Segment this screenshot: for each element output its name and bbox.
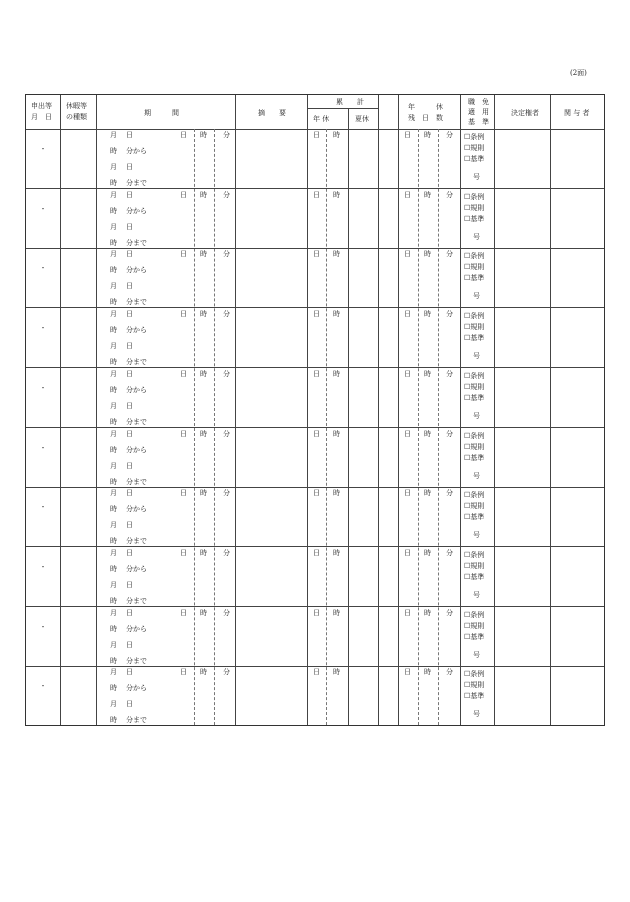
period-start-day: 日 [126, 548, 133, 557]
remain-hour: 時 [424, 131, 431, 139]
duration-hour: 時 [200, 369, 207, 378]
checkbox-ordinance[interactable]: ☐条例 [464, 610, 485, 619]
checkbox-standard[interactable]: ☐基準 [464, 692, 485, 701]
date-dot: ・ [39, 503, 47, 512]
period-start-from: 分から [126, 206, 147, 215]
period-start-day: 日 [126, 489, 133, 498]
header-summary: 摘 要 [258, 109, 286, 117]
period-end-until: 分まで [126, 358, 147, 367]
checkbox-rule[interactable]: ☐規則 [464, 263, 485, 272]
duration-min: 分 [223, 668, 230, 677]
remain-day: 日 [404, 548, 411, 557]
duration-day: 日 [180, 369, 187, 378]
duration-min: 分 [223, 369, 230, 378]
period-start-from: 分から [126, 624, 147, 633]
period-end-hour: 時 [110, 298, 117, 307]
header-exempt-line1: 職 免 [468, 98, 489, 106]
duration-hour: 時 [200, 489, 207, 498]
duration-hour: 時 [200, 310, 207, 319]
checkbox-standard[interactable]: ☐基準 [464, 214, 485, 223]
period-start-month: 月 [110, 608, 117, 617]
header-exempt-line3: 基 準 [468, 118, 489, 126]
header-type-line1: 休暇等 [66, 102, 87, 110]
remain-hour: 時 [424, 369, 431, 378]
remain-min: 分 [446, 489, 453, 498]
checkbox-standard[interactable]: ☐基準 [464, 274, 485, 283]
period-end-until: 分まで [126, 537, 147, 546]
period-start-month: 月 [110, 190, 117, 199]
remain-min: 分 [446, 429, 453, 438]
period-end-month: 月 [110, 342, 117, 351]
period-start-month: 月 [110, 489, 117, 498]
duration-min: 分 [223, 250, 230, 259]
checkbox-ordinance[interactable]: ☐条例 [464, 670, 485, 679]
period-end-hour: 時 [110, 537, 117, 546]
duration-day: 日 [180, 668, 187, 677]
remain-hour: 時 [424, 668, 431, 677]
period-start-hour: 時 [110, 684, 117, 693]
table-row [26, 487, 604, 546]
period-end-hour: 時 [110, 358, 117, 367]
period-start-hour: 時 [110, 564, 117, 573]
checkbox-ordinance[interactable]: ☐条例 [464, 371, 485, 380]
period-start-day: 日 [126, 668, 133, 677]
remain-day: 日 [404, 608, 411, 617]
remain-min: 分 [446, 608, 453, 617]
period-start-month: 月 [110, 310, 117, 319]
number-label: 号 [473, 650, 480, 659]
date-dot: ・ [39, 622, 47, 631]
cumulative-hour: 時 [333, 668, 340, 677]
number-label: 号 [473, 232, 480, 241]
duration-min: 分 [223, 190, 230, 199]
remain-day: 日 [404, 668, 411, 677]
number-label: 号 [473, 710, 480, 719]
period-start-month: 月 [110, 369, 117, 378]
period-end-hour: 時 [110, 596, 117, 605]
page-label: (2面) [570, 69, 587, 77]
period-start-month: 月 [110, 548, 117, 557]
checkbox-rule[interactable]: ☐規則 [464, 442, 485, 451]
checkbox-rule[interactable]: ☐規則 [464, 621, 485, 630]
period-end-hour: 時 [110, 656, 117, 665]
period-end-day: 日 [126, 521, 133, 530]
period-end-until: 分まで [126, 716, 147, 725]
period-start-day: 日 [126, 429, 133, 438]
period-end-day: 日 [126, 700, 133, 709]
period-start-day: 日 [126, 369, 133, 378]
remain-hour: 時 [424, 429, 431, 438]
date-dot: ・ [39, 204, 47, 213]
checkbox-ordinance[interactable]: ☐条例 [464, 550, 485, 559]
header-date-line2: 月 日 [31, 113, 52, 121]
period-start-hour: 時 [110, 624, 117, 633]
header-period: 期 間 [144, 109, 179, 117]
period-end-hour: 時 [110, 477, 117, 486]
date-dot: ・ [39, 682, 47, 691]
checkbox-rule[interactable]: ☐規則 [464, 681, 485, 690]
checkbox-ordinance[interactable]: ☐条例 [464, 491, 485, 500]
duration-hour: 時 [200, 131, 207, 139]
period-start-day: 日 [126, 310, 133, 319]
header-annual-leave: 年 休 [313, 115, 330, 123]
remain-min: 分 [446, 369, 453, 378]
period-end-day: 日 [126, 282, 133, 291]
period-start-month: 月 [110, 668, 117, 677]
duration-min: 分 [223, 429, 230, 438]
date-dot: ・ [39, 562, 47, 571]
period-start-month: 月 [110, 250, 117, 259]
number-label: 号 [473, 471, 480, 480]
remain-day: 日 [404, 310, 411, 319]
table-row [26, 547, 604, 606]
period-start-from: 分から [126, 445, 147, 454]
period-end-day: 日 [126, 461, 133, 470]
cumulative-hour: 時 [333, 310, 340, 319]
checkbox-ordinance[interactable]: ☐条例 [464, 431, 485, 440]
cumulative-hour: 時 [333, 250, 340, 259]
remain-hour: 時 [424, 250, 431, 259]
checkbox-standard[interactable]: ☐基準 [464, 453, 485, 462]
period-end-hour: 時 [110, 716, 117, 725]
period-end-until: 分まで [126, 298, 147, 307]
number-label: 号 [473, 173, 480, 181]
period-end-until: 分まで [126, 596, 147, 605]
remain-min: 分 [446, 131, 453, 139]
period-start-from: 分から [126, 684, 147, 693]
period-end-hour: 時 [110, 179, 117, 187]
period-start-day: 日 [126, 608, 133, 617]
checkbox-rule[interactable]: ☐規則 [464, 203, 485, 212]
period-start-day: 日 [126, 131, 133, 139]
period-end-day: 日 [126, 342, 133, 351]
header-involved: 関 与 者 [564, 109, 590, 117]
checkbox-rule[interactable]: ☐規則 [464, 144, 485, 152]
cumulative-day: 日 [313, 310, 320, 319]
checkbox-standard[interactable]: ☐基準 [464, 513, 485, 522]
duration-hour: 時 [200, 548, 207, 557]
remain-day: 日 [404, 369, 411, 378]
checkbox-rule[interactable]: ☐規則 [464, 382, 485, 391]
checkbox-rule[interactable]: ☐規則 [464, 502, 485, 511]
table-row [26, 368, 604, 427]
period-start-month: 月 [110, 429, 117, 438]
cumulative-day: 日 [313, 429, 320, 438]
period-start-from: 分から [126, 505, 147, 514]
period-end-month: 月 [110, 700, 117, 709]
remain-hour: 時 [424, 489, 431, 498]
checkbox-standard[interactable]: ☐基準 [464, 334, 485, 343]
period-end-month: 月 [110, 521, 117, 530]
checkbox-ordinance[interactable]: ☐条例 [464, 192, 485, 201]
date-dot: ・ [39, 383, 47, 392]
remain-min: 分 [446, 310, 453, 319]
number-label: 号 [473, 292, 480, 301]
period-start-hour: 時 [110, 445, 117, 454]
table-row [26, 607, 604, 666]
remain-min: 分 [446, 668, 453, 677]
checkbox-ordinance[interactable]: ☐条例 [464, 133, 485, 141]
table-row [26, 189, 604, 248]
period-start-from: 分から [126, 564, 147, 573]
table-row [26, 428, 604, 487]
remain-min: 分 [446, 190, 453, 199]
remain-day: 日 [404, 131, 411, 139]
period-start-day: 日 [126, 250, 133, 259]
duration-day: 日 [180, 489, 187, 498]
duration-min: 分 [223, 548, 230, 557]
cumulative-hour: 時 [333, 369, 340, 378]
leave-record-form [25, 94, 605, 726]
remain-hour: 時 [424, 608, 431, 617]
date-dot: ・ [39, 264, 47, 273]
header-cumulative-divider [308, 108, 378, 109]
number-label: 号 [473, 352, 480, 361]
duration-min: 分 [223, 131, 230, 139]
cumulative-day: 日 [313, 369, 320, 378]
period-start-month: 月 [110, 131, 117, 139]
period-end-month: 月 [110, 222, 117, 231]
remain-day: 日 [404, 429, 411, 438]
table-row [26, 129, 604, 188]
checkbox-ordinance[interactable]: ☐条例 [464, 312, 485, 321]
duration-min: 分 [223, 310, 230, 319]
checkbox-ordinance[interactable]: ☐条例 [464, 252, 485, 261]
duration-hour: 時 [200, 190, 207, 199]
remain-day: 日 [404, 250, 411, 259]
duration-day: 日 [180, 131, 187, 139]
cumulative-hour: 時 [333, 190, 340, 199]
checkbox-standard[interactable]: ☐基準 [464, 393, 485, 402]
table-row [26, 248, 604, 307]
number-label: 号 [473, 590, 480, 599]
number-label: 号 [473, 411, 480, 420]
duration-day: 日 [180, 608, 187, 617]
cumulative-hour: 時 [333, 489, 340, 498]
remain-hour: 時 [424, 310, 431, 319]
duration-day: 日 [180, 429, 187, 438]
date-dot: ・ [39, 324, 47, 333]
header-remain-line1: 年 休 [408, 103, 443, 111]
duration-hour: 時 [200, 668, 207, 677]
period-end-month: 月 [110, 580, 117, 589]
period-start-hour: 時 [110, 206, 117, 215]
period-end-until: 分まで [126, 417, 147, 426]
period-start-from: 分から [126, 147, 147, 155]
period-end-until: 分まで [126, 477, 147, 486]
duration-day: 日 [180, 310, 187, 319]
duration-min: 分 [223, 608, 230, 617]
header-remain-line2: 残 日 数 [408, 114, 443, 122]
period-start-hour: 時 [110, 266, 117, 275]
cumulative-day: 日 [313, 250, 320, 259]
period-start-from: 分から [126, 326, 147, 335]
period-end-day: 日 [126, 222, 133, 231]
checkbox-standard[interactable]: ☐基準 [464, 632, 485, 641]
period-end-hour: 時 [110, 238, 117, 247]
period-end-month: 月 [110, 282, 117, 291]
checkbox-standard[interactable]: ☐基準 [464, 155, 485, 163]
duration-day: 日 [180, 548, 187, 557]
cumulative-hour: 時 [333, 608, 340, 617]
header-type-line2: の種類 [66, 113, 87, 121]
duration-hour: 時 [200, 250, 207, 259]
remain-day: 日 [404, 489, 411, 498]
duration-hour: 時 [200, 608, 207, 617]
period-start-day: 日 [126, 190, 133, 199]
period-start-from: 分から [126, 385, 147, 394]
period-end-day: 日 [126, 163, 133, 171]
period-start-hour: 時 [110, 505, 117, 514]
remain-day: 日 [404, 190, 411, 199]
number-label: 号 [473, 531, 480, 540]
period-end-until: 分まで [126, 179, 147, 187]
remain-min: 分 [446, 250, 453, 259]
period-end-day: 日 [126, 640, 133, 649]
header-exempt-line2: 適 用 [468, 108, 489, 116]
cumulative-day: 日 [313, 548, 320, 557]
period-start-hour: 時 [110, 147, 117, 155]
period-end-day: 日 [126, 401, 133, 410]
duration-min: 分 [223, 489, 230, 498]
period-end-until: 分まで [126, 656, 147, 665]
period-end-month: 月 [110, 461, 117, 470]
period-end-until: 分まで [126, 238, 147, 247]
cumulative-hour: 時 [333, 429, 340, 438]
remain-hour: 時 [424, 548, 431, 557]
remain-hour: 時 [424, 190, 431, 199]
cumulative-day: 日 [313, 489, 320, 498]
checkbox-rule[interactable]: ☐規則 [464, 561, 485, 570]
header-approver: 決定権者 [511, 109, 539, 117]
period-end-day: 日 [126, 580, 133, 589]
period-end-hour: 時 [110, 417, 117, 426]
checkbox-standard[interactable]: ☐基準 [464, 572, 485, 581]
date-dot: ・ [39, 443, 47, 452]
checkbox-rule[interactable]: ☐規則 [464, 323, 485, 332]
period-start-hour: 時 [110, 326, 117, 335]
duration-day: 日 [180, 250, 187, 259]
remain-min: 分 [446, 548, 453, 557]
table-row [26, 308, 604, 367]
period-end-month: 月 [110, 163, 117, 171]
duration-hour: 時 [200, 429, 207, 438]
period-end-month: 月 [110, 640, 117, 649]
cumulative-day: 日 [313, 131, 320, 139]
table-row [26, 666, 604, 725]
date-dot: ・ [39, 145, 47, 153]
header-summer-leave: 夏休 [355, 115, 369, 123]
period-start-from: 分から [126, 266, 147, 275]
period-end-month: 月 [110, 401, 117, 410]
cumulative-day: 日 [313, 668, 320, 677]
cumulative-hour: 時 [333, 548, 340, 557]
cumulative-hour: 時 [333, 131, 340, 139]
header-date-line1: 申出等 [31, 102, 52, 110]
duration-day: 日 [180, 190, 187, 199]
cumulative-day: 日 [313, 190, 320, 199]
cumulative-day: 日 [313, 608, 320, 617]
header-cumulative: 累 計 [336, 98, 364, 106]
period-start-hour: 時 [110, 385, 117, 394]
